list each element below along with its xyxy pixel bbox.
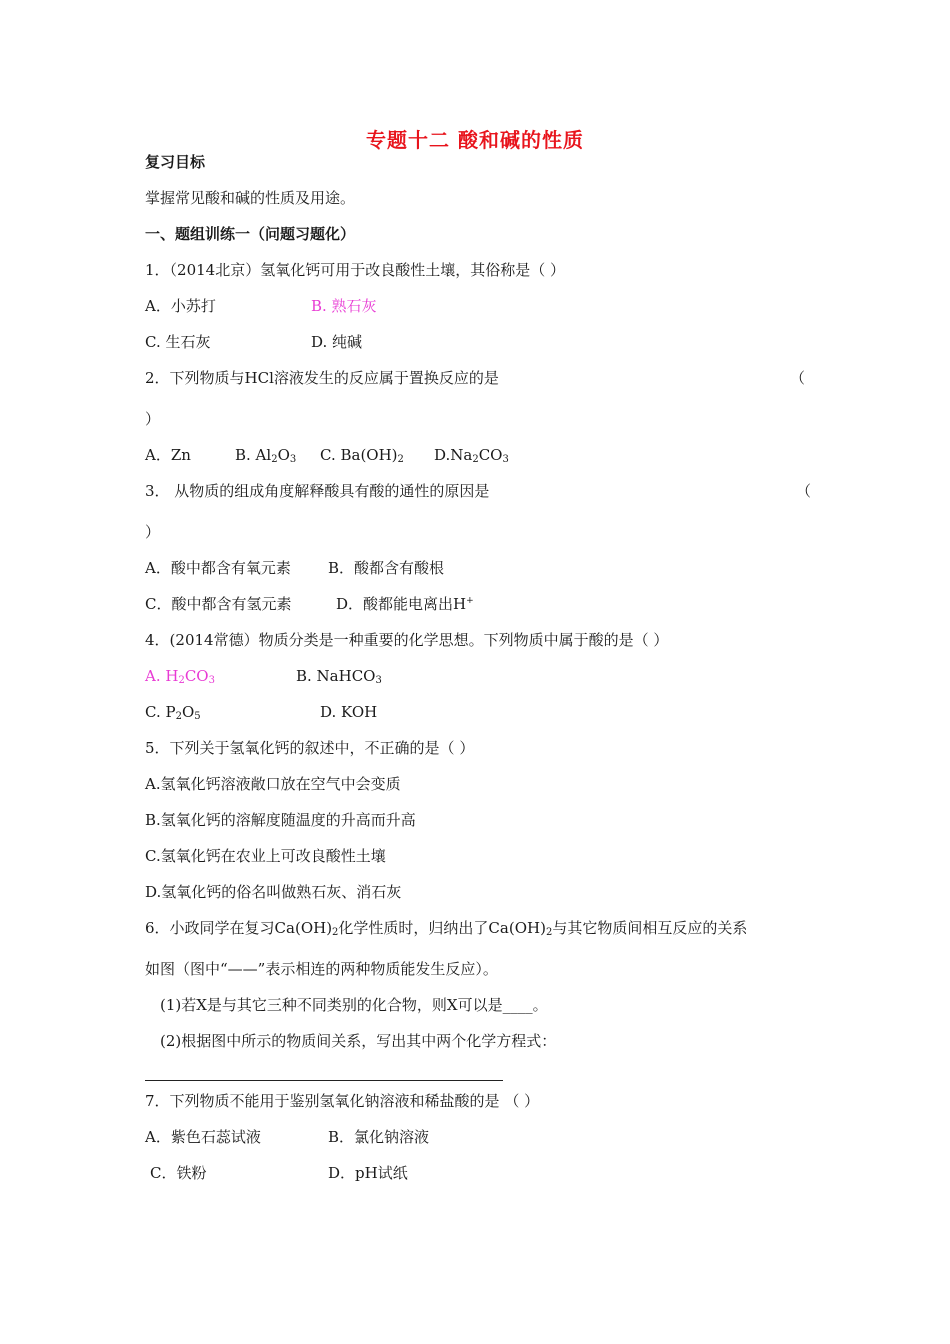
q2-paren-open: （ xyxy=(790,369,806,387)
q7-stem: 7．下列物质不能用于鉴别氢氧化钠溶液和稀盐酸的是 （ ） xyxy=(145,1092,540,1110)
q4-option-d: D. KOH xyxy=(320,703,378,721)
q2-paren-close: ） xyxy=(145,410,161,428)
q2-option-d: $D.Na_2CO_3$ xyxy=(434,446,509,465)
q3-paren-close: ） xyxy=(145,523,161,541)
q2-option-c: C. $Ba(OH)_2$ xyxy=(320,446,404,465)
q6-stem-line2: 如图（图中“——”表示相连的两种物质能发生反应）。 xyxy=(145,960,498,978)
q3-paren-open: （ xyxy=(796,482,812,500)
review-text: 掌握常见酸和碱的性质及用途。 xyxy=(145,189,356,207)
q3-option-c: C．酸中都含有氢元素 xyxy=(145,595,292,613)
q4-option-c: C. $P_2O_5$ xyxy=(145,703,201,722)
q1-option-b: B. 熟石灰 xyxy=(311,297,377,315)
q1-option-c: C. 生石灰 xyxy=(145,333,211,351)
q2-stem: 2．下列物质与HCl溶液发生的反应属于置换反应的是 xyxy=(145,369,499,387)
q5-option-d: D.氢氧化钙的俗名叫做熟石灰、消石灰 xyxy=(145,883,402,901)
q4-option-b: B. NaHCO$_3$ xyxy=(296,667,382,686)
answer-line xyxy=(145,1080,503,1081)
q6-part-1: (1)若X是与其它三种不同类别的化合物，则X可以是____。 xyxy=(160,996,548,1014)
q1-option-d: D. 纯碱 xyxy=(311,333,363,351)
q3-option-a: A．酸中都含有氧元素 xyxy=(145,559,291,577)
q7-option-c: C．铁粉 xyxy=(150,1164,207,1182)
q1-stem: 1．（2014北京）氢氧化钙可用于改良酸性土壤，其俗称是（ ） xyxy=(145,261,565,279)
page-title: 专题十二 酸和碱的性质 xyxy=(366,128,584,152)
q6-stem-line1: 6．小政同学在复习$Ca(OH)_2$化学性质时，归纳出了$Ca(OH)_2$与其它物质间相互反应的关系 xyxy=(145,919,748,938)
q5-option-c: C.氢氧化钙在农业上可改良酸性土壤 xyxy=(145,847,386,865)
q6-part-2: (2)根据图中所示的物质间关系，写出其中两个化学方程式： xyxy=(160,1032,557,1050)
q3-option-b: B．酸都含有酸根 xyxy=(328,559,445,577)
q7-option-a: A．紫色石蕊试液 xyxy=(145,1128,261,1146)
q2-option-a: A．Zn xyxy=(145,446,191,464)
q2-option-b: B. $Al_2O_3$ xyxy=(235,446,297,465)
section-heading: 一、题组训练一（问题习题化） xyxy=(145,225,356,243)
q7-option-d: D．pH试纸 xyxy=(328,1164,408,1182)
q5-stem: 5．下列关于氢氧化钙的叙述中，不正确的是（ ） xyxy=(145,739,475,757)
q3-stem: 3． 从物质的组成角度解释酸具有酸的通性的原因是 xyxy=(145,482,490,500)
q5-option-a: A.氢氧化钙溶液敞口放在空气中会变质 xyxy=(145,775,401,793)
q1-option-a: A．小苏打 xyxy=(145,297,216,315)
q7-option-b: B．氯化钠溶液 xyxy=(328,1128,430,1146)
review-heading: 复习目标 xyxy=(145,153,206,171)
q3-option-d: D．酸都能电离出H+ xyxy=(336,595,474,613)
q4-option-a: A. $H_2CO_3$ xyxy=(145,667,215,686)
q4-stem: 4．(2014常德）物质分类是一种重要的化学思想。下列物质中属于酸的是（ ） xyxy=(145,631,669,649)
q5-option-b: B.氢氧化钙的溶解度随温度的升高而升高 xyxy=(145,811,416,829)
